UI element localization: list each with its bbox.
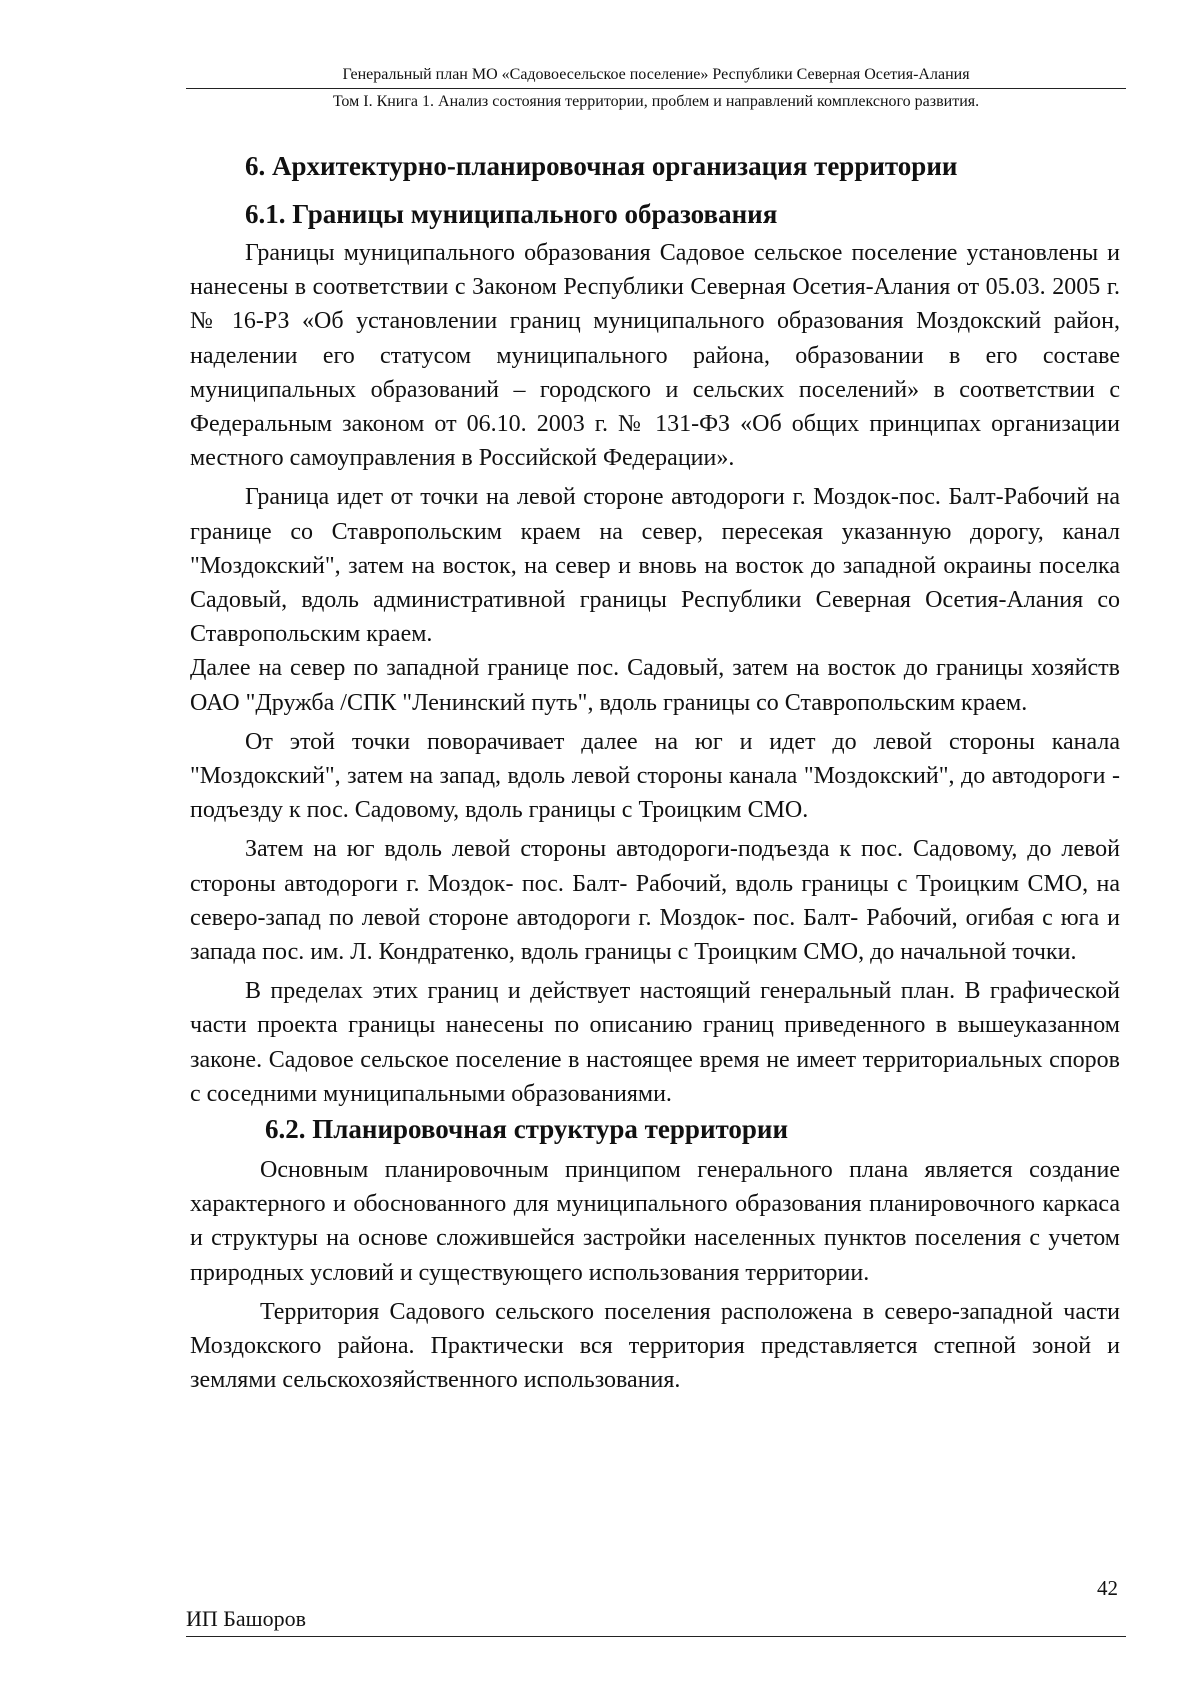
paragraph: Территория Садового сельского поселения расположена в северо-западной части Моздокского района. Практически вся территория представляется степной зоной и землями сельскохозяйственного использования. — [190, 1298, 1120, 1394]
page-footer-author: ИП Башоров — [186, 1604, 1126, 1637]
header-volume-title: Том I. Книга 1. Анализ состояния территории, проблем и направлений комплексного развития. — [332, 93, 980, 110]
paragraph: Затем на юг вдоль левой стороны автодороги-подъезда к пос. Садовому, до левой стороны автодороги г. Моздок- пос. Балт- Рабочий, вдоль границы с Троицким СМО, на северо-запад по левой стороне автодороги г. Моздок- пос. Балт- Рабочий, огибая с юга и запада пос. им. Л. Кондратенко, вдоль границы с Троицким СМО, до начальной точки. — [190, 836, 1120, 966]
header-document-title: Генеральный план МО «Садовоесельское поселение» Республики Северная Осетия-Алания — [186, 64, 1126, 89]
paragraph: Далее на север по западной границе пос. Садовый, затем на восток до границы хозяйств ОАО "Дружба /СПК "Ленинский путь", вдоль границы со Ставропольским краем. — [190, 655, 1120, 716]
page-number: 42 — [1097, 1576, 1118, 1600]
paragraph: Граница идет от точки на левой стороне автодороги г. Моздок-пос. Балт-Рабочий на границе со Ставропольским краем на север, пересекая указанную дорогу, канал "Моздокский", затем на восток, на север и вновь на восток до западной окраины поселка Садовый, вдоль административной границы Республики Северная Осетия-Алания со Ставропольским краем. — [190, 484, 1120, 648]
subsection-1-title: 6.1. Границы муниципального образования — [245, 199, 778, 229]
section-title: 6. Архитектурно-планировочная организация территории — [245, 151, 958, 181]
paragraph: От этой точки поворачивает далее на юг и идет до левой стороны канала "Моздокский", затем на запад, вдоль левой стороны канала "Моздокский", до автодороги - подъезду к пос. Садовому, вдоль границы с Троицким СМО. — [190, 728, 1120, 824]
page-header — [186, 64, 1126, 112]
subsection-2-title: 6.2. Планировочная структура территории — [265, 1114, 789, 1145]
document-body — [190, 148, 1120, 1398]
paragraph: В пределах этих границ и действует настоящий генеральный план. В графической части проекта границы нанесены по описанию границ приведенного в вышеуказанном законе. Садовое сельское поселение в настоящее время не имеет территориальных споров с соседними муниципальными образованиями. — [190, 978, 1120, 1107]
paragraph: Границы муниципального образования Садовое сельское поселение установлены и нанесены в соответствии с Законом Республики Северная Осетия-Алания от 05.03. 2005 г. № 16-РЗ «Об установлении границ муниципального образования Моздокский район, наделении его статусом муниципального района, образовании в его составе муниципальных образований – городского и сельских поселений» в соответствии с Федеральным законом от 06.10. 2003 г. № 131-ФЗ «Об общих принципах организации местного самоуправления в Российской Федерации». — [190, 240, 1120, 472]
paragraph: Основным планировочным принципом генерального плана является создание характерного и обоснованного для муниципального образования планировочного каркаса и структуры на основе сложившейся застройки населенных пунктов поселения с учетом природных условий и существующего использования территории. — [190, 1157, 1120, 1286]
